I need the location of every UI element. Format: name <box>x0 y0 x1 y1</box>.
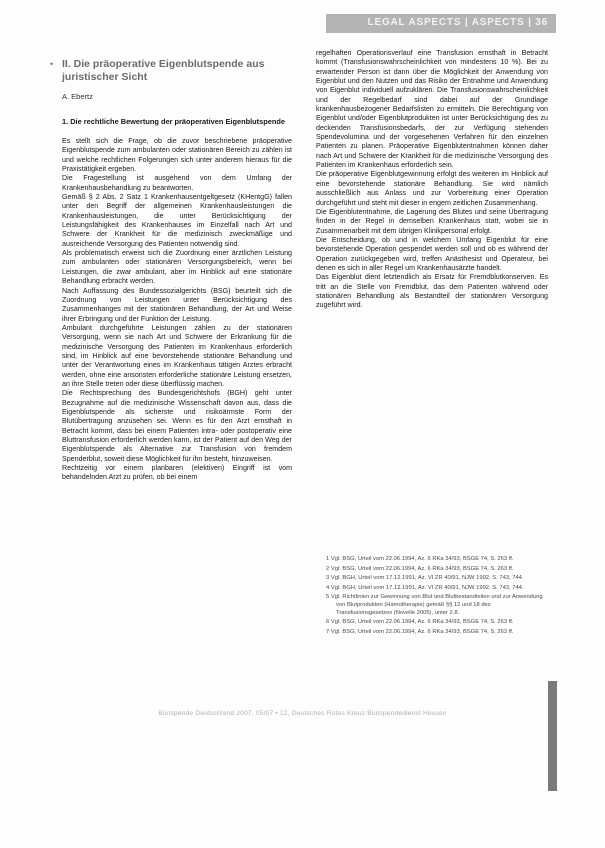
footnote: 4 Vgl. BGH, Urteil vom 17.12.1991, Az. VI ZR 40/91, NJW 1992, S. 743, 744. <box>326 584 524 591</box>
paragraph: Als problematisch erweist sich die Zuordnung einer ärztlichen Leistung zum ambulanten oder stationären Versorgungsbereich, wenn bei Leistungen, die zwar ambulant, aber im Hinblick auf eine stationäre Behandlung erbracht werden. <box>62 249 292 286</box>
paragraph: Die Eigenblutentnahme, die Lagerung des Blutes und seine Übertragung finden in der Regel in demselben Krankenhaus statt, wobei sie in Zusammenarbeit mit dem übrigen Klinikpersonal erfolgt. <box>316 207 548 235</box>
page-footer: Blutspende Deutschland 2007, 05/07 • 12, Deutsches Rotes Kreuz Blutspendedienst Hessen <box>158 710 447 717</box>
running-header-text: LEGAL ASPECTS | ASPECTS | 36 <box>367 17 548 28</box>
footnote: 5 Vgl. Richtlinien zur Gewinnung von Blut und Blutbestandteilen und zur Anwendung von Blutprodukten (Hämotherapie) gemäß §§ 12 und 18 des Transfusionsgesetzes (Novelle 2005), unter 2.8. <box>326 594 543 616</box>
paragraph: Die Entscheidung, ob und in welchem Umfang Eigenblut für eine bevorstehende Operation gespendet werden soll und ob es während der Operation zurückgegeben wird, treffen Anästhesist und Operateur, bei denen es sich in aller Regel um Krankenhausärzte handelt. <box>316 235 548 272</box>
footnote: 2 Vgl. BSG, Urteil vom 22.06.1994, Az. 6 RKa 34/93, BSGE 74, S. 263 ff. <box>326 565 514 572</box>
paragraph: Die Rechtsprechung des Bundesgerichtshofs (BGH) geht unter Bezugnahme auf die medizinische Wissenschaft davon aus, dass die Eigenblutspende als sicherste und risikoärmste Form der Blutübertragung anzusehen sei. Wenn es für den Arzt ernsthaft in Betracht kommt, dass bei einem Patienten intra- oder postoperativ eine Bluttransfusion erforderlich werden kann, ist der Patient auf den Weg der Eigenblutspende als Alternative zur Transfusion von fremdem Spenderblut, soweit diese Möglichkeit für ihn besteht, hinzuweisen. <box>62 389 292 463</box>
section-title: II. Die präoperative Eigenblutspende aus juristischer Sicht <box>62 58 265 83</box>
footnote: 6 Vgl. BSG, Urteil vom 22.06.1994, Az. 6 RKa 34/93, BSGE 74, S. 263 ff. <box>326 619 514 626</box>
footnotes <box>326 556 548 638</box>
margin-tab-bar <box>548 681 557 791</box>
right-column-body <box>316 49 548 311</box>
paragraph: Ambulant durchgeführte Leistungen zählen zu der stationären Versorgung, wenn sie nach Art und Schwere der Erkrankung für die medizinische Versorgung des Patienten im Krankenhaus erforderlich sind, im Hinblick auf eine bevorstehende stationäre Behandlung und unter der Verantwortung eines im Krankenhaus tätigen Arztes erbracht werden, ohne eine ansonsten erforderliche stationäre Leistung ersetzen, an ihre Stelle treten oder diese überflüssig machen. <box>62 323 292 388</box>
paragraph: Die präoperative Eigenblutgewinnung erfolgt des weiteren im Hinblick auf eine bevorstehende stationäre Behandlung. Sie wird nämlich ausschließlich aus Anlass und zur Vorbereitung einer Operation durchgeführt und steht mit dieser in engem zeitlichen Zusammenhang. <box>316 170 548 207</box>
footnote: 1 Vgl. BSG, Urteil vom 22.06.1994, Az. 6 RKa 34/93, BSGE 74, S. 263 ff. <box>326 556 514 562</box>
running-header-bar <box>326 14 556 33</box>
subsection-title: 1. Die rechtliche Bewertung der präoperativen Eigenblutspende <box>62 117 286 126</box>
footnote: 3 Vgl. BGH, Urteil vom 17.12.1991, Az. VI ZR 40/91, NJW 1992, S. 743, 744. <box>326 575 524 582</box>
paragraph: regelhaften Operationsverlauf eine Transfusion ernsthaft in Betracht kommt (Transfusionswahrscheinlichkeit von mindestens 10 %). Bei zu erwartender Person ist dann über die Möglichkeit der Anwendung von Eigenblut und den Nutzen und das Risiko der Entnahme und Anwendung von Eigenblut individuell aufzuklären. Die Transfusionswahrscheinlichkeit und der Regelbedarf sind dabei auf der Grundlage krankenhausbezogener Bedarfslisten zu ermitteln. Die Berechtigung von Eigenblut und/oder Eigenblutprodukten ist unter Berücksichtigung des zu deckenden Transfusionsbedarfs, der zur Verfügung stehenden Spendevolumina und der vorgesehenen Verfahren für den einzelnen Patienten zu planen. Präoperative Eigenblutentnahmen können daher nach Art und Schwere der Krankheit für die medizinische Versorgung des Patienten im Krankenhaus erforderlich sein. <box>316 49 548 170</box>
paragraph: Die Fragestellung ist ausgehend von dem Umfang der Krankenhausbehandlung zu beantworten. <box>62 174 292 192</box>
paragraph: Gemäß § 2 Abs. 2 Satz 1 Krankenhausentgeltgesetz (KHentgG) fallen unter den Begriff der allgemeinen Krankenhausleistungen die Krankenhausleistungen, die unter Berücksichtigung der Leistungsfähigkeit des Krankenhauses im Einzelfall nach Art und Schwere der Krankheit für die medizinisch zweckmäßige und ausreichende Versorgung des Patienten notwendig sind. <box>62 193 292 248</box>
footnote: 7 Vgl. BSG, Urteil vom 22.06.1994, Az. 6 RKa 34/93, BSGE 74, S. 263 ff. <box>326 628 514 635</box>
paragraph: Nach Auffassung des Bundessozialgerichts (BSG) beurteilt sich die Zuordnung von Leistungen unter Berücksichtigung des Zusammenhanges mit der stationären Behandlung, der Art und Weise ihrer Erbringung und der Funktion der Leistung. <box>62 286 292 323</box>
paragraph: Es stellt sich die Frage, ob die zuvor beschriebene präoperative Eigenblutspende zum ambulanten oder stationären Bereich zu zählen ist und welche rechtlichen Folgerungen sich unter anderem hieraus für die Praxistätigkeit ergeben. <box>62 137 292 174</box>
paragraph: Das Eigenblut dient letztendlich als Ersatz für Fremdblutkonserven. Es tritt an die Stelle von Fremdblut, das dem Patienten während oder stationären Behandlung als Bestandteil der stationären Versorgung zugeführt wird. <box>316 273 548 310</box>
author-name: A. Ebertz <box>62 92 93 101</box>
left-column-body <box>62 137 292 483</box>
paragraph: Rechtzeitig vor einem planbaren (elektiven) Eingriff ist vom behandelnden Arzt zu prüfen, ob bei einem <box>62 464 292 482</box>
section-marker-icon: • <box>50 59 54 69</box>
